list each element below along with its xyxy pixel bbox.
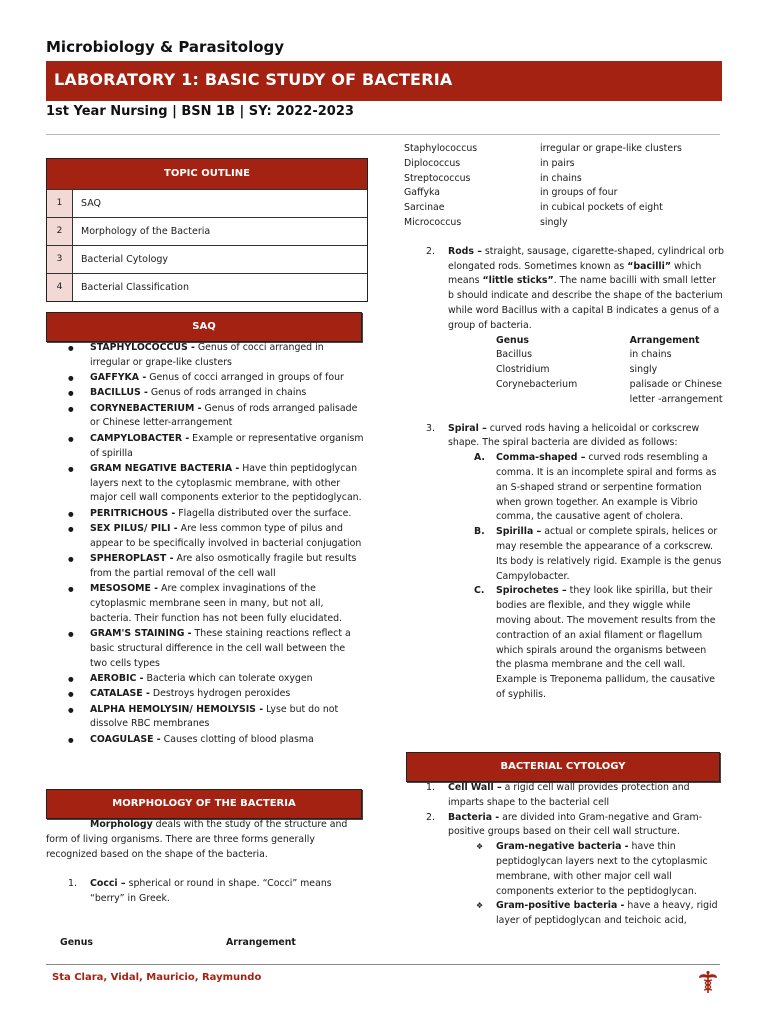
- bacilli-term: “bacilli”: [627, 260, 672, 272]
- item-number: 3.: [426, 422, 435, 434]
- arrangement-cell: irregular or grape-like clusters: [540, 143, 682, 154]
- spiral-type-text: actual or complete spirals, helices or may resemble the appearance of a corkscrew. Its body is relatively rigid. Example is the genus Campylobacter.: [496, 526, 722, 582]
- cytology-item: [404, 811, 724, 841]
- spiral-type-term: Spirilla –: [496, 526, 542, 538]
- arrangement-cell: in pairs: [540, 157, 575, 169]
- saq-item: [46, 552, 364, 582]
- rods-text: which means: [448, 260, 702, 287]
- little-sticks-term: “little sticks”: [482, 275, 554, 287]
- spiral-type-text: they look like spirilla, but their bodies are flexible, and they wiggle while moving about. The movement results from the contraction of an axial filament or flagellum which spirals around the organisms between the plasma membrane and the cell wall. Example is Treponema pallidum, the causative of syphilis.: [496, 585, 716, 700]
- saq-item: [46, 627, 364, 671]
- arrangement-cell: singly: [540, 216, 568, 228]
- genus-cell: Corynebacterium: [496, 378, 578, 390]
- caduceus-icon: [698, 970, 718, 994]
- spiral-text: curved rods having a helicoidal or corkscrew shape. The spiral bacteria are divided as follows:: [448, 422, 700, 449]
- saq-definition: Have thin peptidoglycan layers next to the cytoplasmic membrane, with other major cell wall components exterior to the peptidoglycan.: [90, 462, 362, 504]
- genus-cell: Sarcinae: [404, 202, 445, 214]
- table-row: [404, 142, 724, 157]
- spiral-type-text: curved rods resembling a comma. It is an incomplete spiral and forms as an S-shaped strand or serpentine formation when grown together. An example is Vibrio comma, the causative agent of cholera.: [496, 452, 717, 523]
- cytology-item: [404, 781, 724, 811]
- item-number: 2.: [426, 245, 435, 257]
- spiral-item: [404, 422, 724, 452]
- cytology-term: Bacteria -: [448, 811, 500, 823]
- saq-item: [46, 687, 364, 702]
- table-row: [404, 186, 724, 201]
- table-row: [404, 216, 724, 231]
- document-title: LABORATORY 1: BASIC STUDY OF BACTERIA: [54, 70, 453, 89]
- table-row: [496, 378, 724, 408]
- cytology-subitem: [404, 840, 724, 899]
- arrangement-header: Arrangement: [629, 334, 700, 346]
- header-divider: [46, 134, 720, 135]
- cytology-subtext: have a heavy, rigid layer of peptidoglycan and teichoic acid,: [496, 900, 718, 927]
- arrangement-cell: in chains: [629, 349, 672, 361]
- table-row: [496, 363, 724, 378]
- saq-item: [46, 733, 364, 748]
- saq-term: PERITRICHOUS -: [90, 507, 176, 519]
- saq-definition: Are less common type of pilus and appear to be specifically involved in bacterial conjugation: [90, 523, 362, 549]
- item-letter: B.: [474, 526, 485, 538]
- saq-definition: Genus of rods arranged in chains: [147, 387, 307, 399]
- topic-outline-heading: TOPIC OUTLINE: [47, 159, 367, 189]
- topic-number: 3: [47, 246, 73, 273]
- topic-row: [47, 217, 367, 245]
- course-info: 1st Year Nursing | BSN 1B | SY: 2022-2023: [46, 104, 354, 119]
- table-row: [404, 201, 724, 216]
- topic-row: [47, 189, 367, 217]
- saq-term: GRAM NEGATIVE BACTERIA -: [90, 462, 240, 474]
- topic-text: Bacterial Cytology: [81, 254, 169, 265]
- table-row: [404, 157, 724, 172]
- saq-definition: Are complex invaginations of the cytoplasmic membrane seen in many, but not all, bacteria. Their function has not been fully elucidated.: [90, 583, 343, 624]
- diamond-bullet-icon: ❖: [476, 842, 484, 852]
- spiral-type-item: [404, 451, 724, 525]
- spiral-type-item: [404, 525, 724, 584]
- saq-item: [46, 432, 364, 462]
- cytology-section: [404, 781, 724, 929]
- title-banner: [46, 61, 722, 101]
- saq-item: [46, 582, 364, 626]
- rods-item: [404, 245, 724, 334]
- morphology-heading: MORPHOLOGY OF THE BACTERIA: [46, 789, 362, 819]
- cocci-text: spherical or round in shape. “Cocci” means “berry” in Greek.: [90, 878, 332, 904]
- saq-term: CATALASE -: [90, 688, 150, 700]
- cytology-subtext: have thin peptidoglycan layers next to the cytoplasmic membrane, with other major cell wall components exterior to the peptidoglycan.: [496, 841, 708, 897]
- item-number: 1.: [426, 782, 435, 793]
- arrangement-cell: in chains: [540, 172, 582, 184]
- topic-number: 1: [47, 190, 73, 217]
- spiral-type-item: [404, 584, 724, 702]
- genus-header: Genus: [60, 937, 93, 948]
- saq-list: [46, 341, 364, 748]
- genus-cell: Bacillus: [496, 349, 532, 361]
- saq-definition: Destroys hydrogen peroxides: [149, 688, 291, 700]
- item-letter: C.: [474, 585, 485, 597]
- saq-term: COAGULASE -: [90, 733, 161, 745]
- genus-cell: Micrococcus: [404, 216, 462, 228]
- saq-definition: Causes clotting of blood plasma: [160, 733, 314, 745]
- cocci-item: [46, 877, 362, 907]
- footer-authors: Sta Clara, Vidal, Mauricio, Raymundo: [52, 972, 262, 983]
- saq-definition: Genus of cocci arranged in groups of four: [146, 372, 344, 384]
- cytology-subitem: [404, 899, 724, 929]
- saq-term: GAFFYKA -: [90, 372, 147, 384]
- saq-definition: Lyse but do not dissolve RBC membranes: [90, 703, 339, 730]
- cocci-section: [46, 877, 362, 907]
- saq-term: BACILLUS -: [90, 387, 148, 399]
- cytology-text: a rigid cell wall provides protection and imparts shape to the bacterial cell: [448, 782, 690, 808]
- cytology-text: are divided into Gram-negative and Gram-positive groups based on their cell wall structure.: [448, 811, 702, 838]
- cytology-subterm: Gram-negative bacteria -: [496, 841, 629, 853]
- topic-number: 4: [47, 274, 73, 301]
- saq-term: MESOSOME -: [90, 583, 159, 595]
- saq-definition: Bacteria which can tolerate oxygen: [143, 673, 313, 685]
- morphology-intro: [46, 818, 362, 862]
- saq-term: CAMPYLOBACTER -: [90, 432, 190, 444]
- arrangement-header: Arrangement: [226, 937, 296, 948]
- cocci-term: Cocci –: [90, 878, 126, 889]
- saq-definition: Flagella distributed over the surface.: [175, 507, 352, 519]
- saq-definition: These staining reactions reflect a basic structural difference in the cell wall between the two cells types: [90, 628, 351, 669]
- saq-term: GRAM'S STAINING -: [90, 628, 192, 640]
- genus-cell: Gaffyka: [404, 187, 441, 199]
- saq-definition: Genus of rods arranged palisade or Chinese letter-arrangement: [90, 402, 358, 429]
- table-header-row: [496, 334, 724, 349]
- topic-text: SAQ: [81, 198, 102, 209]
- arrangement-cell: singly: [629, 364, 658, 376]
- cytology-term: Cell Wall –: [448, 782, 502, 793]
- footer-divider: [46, 964, 720, 965]
- right-column: [404, 142, 724, 703]
- saq-term: AEROBIC -: [90, 673, 144, 685]
- table-row: [496, 348, 724, 363]
- item-letter: A.: [474, 452, 485, 464]
- table-row: [404, 172, 724, 187]
- saq-term: ALPHA HEMOLYSIN/ HEMOLYSIS -: [90, 703, 264, 715]
- diamond-bullet-icon: ❖: [476, 901, 484, 911]
- morphology-text: deals with the study of the structure and form of living organisms. There are three forms generally recognized based on the shape of the bacteria.: [46, 819, 348, 860]
- saq-definition: Example or representative organism of spirilla: [90, 432, 364, 459]
- rods-text: straight, sausage, cigarette-shaped, cylindrical orb elongated rods. Sometimes known as: [448, 245, 724, 272]
- morphology-term: Morphology: [90, 819, 153, 830]
- spiral-type-term: Spirochetes –: [496, 585, 567, 597]
- topic-text: Morphology of the Bacteria: [81, 226, 211, 237]
- saq-heading: SAQ: [46, 312, 362, 342]
- topic-row: [47, 273, 367, 301]
- cytology-heading: BACTERIAL CYTOLOGY: [406, 752, 720, 782]
- item-number: 2.: [426, 811, 435, 823]
- topic-text: Bacterial Classification: [81, 282, 190, 293]
- spiral-term: Spiral –: [448, 422, 487, 434]
- arrangement-cell: palisade or Chinese letter -arrangement: [629, 378, 723, 405]
- genus-cell: Staphylococcus: [404, 143, 478, 154]
- spiral-type-term: Comma-shaped –: [496, 452, 586, 464]
- saq-term: CORYNEBACTERIUM -: [90, 402, 202, 414]
- saq-item: [46, 507, 364, 522]
- item-number: 1.: [68, 878, 77, 889]
- saq-term: STAPHYLOCOCCUS -: [90, 342, 195, 353]
- saq-item: [46, 462, 364, 506]
- saq-item: [46, 703, 364, 733]
- rods-text: . The name bacilli with small letter b should indicate and describe the shape of the bacterium while word Bacillus with a capital B indicates a genus of a group of bacteria.: [448, 275, 723, 331]
- cytology-subterm: Gram-positive bacteria -: [496, 900, 625, 912]
- genus-cell: Clostridium: [496, 364, 550, 376]
- subject-title: Microbiology & Parasitology: [46, 38, 285, 56]
- saq-item: [46, 371, 364, 386]
- saq-definition: Are also osmotically fragile but results from the partial removal of the cell wall: [90, 553, 357, 579]
- morphology-intro-paragraph: [46, 818, 362, 862]
- saq-term: SPHEROPLAST -: [90, 553, 174, 565]
- saq-item: [46, 672, 364, 687]
- saq-item: [46, 341, 364, 371]
- saq-item: [46, 402, 364, 432]
- topic-outline-table: [46, 158, 368, 302]
- saq-term: SEX PILUS/ PILI -: [90, 523, 178, 535]
- saq-definition: Genus of cocci arranged in irregular or grape-like clusters: [90, 342, 324, 368]
- cocci-table: [404, 142, 724, 231]
- saq-item: [46, 386, 364, 401]
- rods-table: [496, 334, 724, 408]
- saq-item: [46, 522, 364, 552]
- genus-cell: Streptococcus: [404, 172, 471, 184]
- genus-header: Genus: [496, 334, 529, 346]
- topic-row: [47, 245, 367, 273]
- rods-term: Rods –: [448, 245, 482, 257]
- genus-cell: Diplococcus: [404, 157, 461, 169]
- arrangement-cell: in cubical pockets of eight: [540, 202, 663, 214]
- topic-number: 2: [47, 218, 73, 245]
- arrangement-cell: in groups of four: [540, 187, 618, 199]
